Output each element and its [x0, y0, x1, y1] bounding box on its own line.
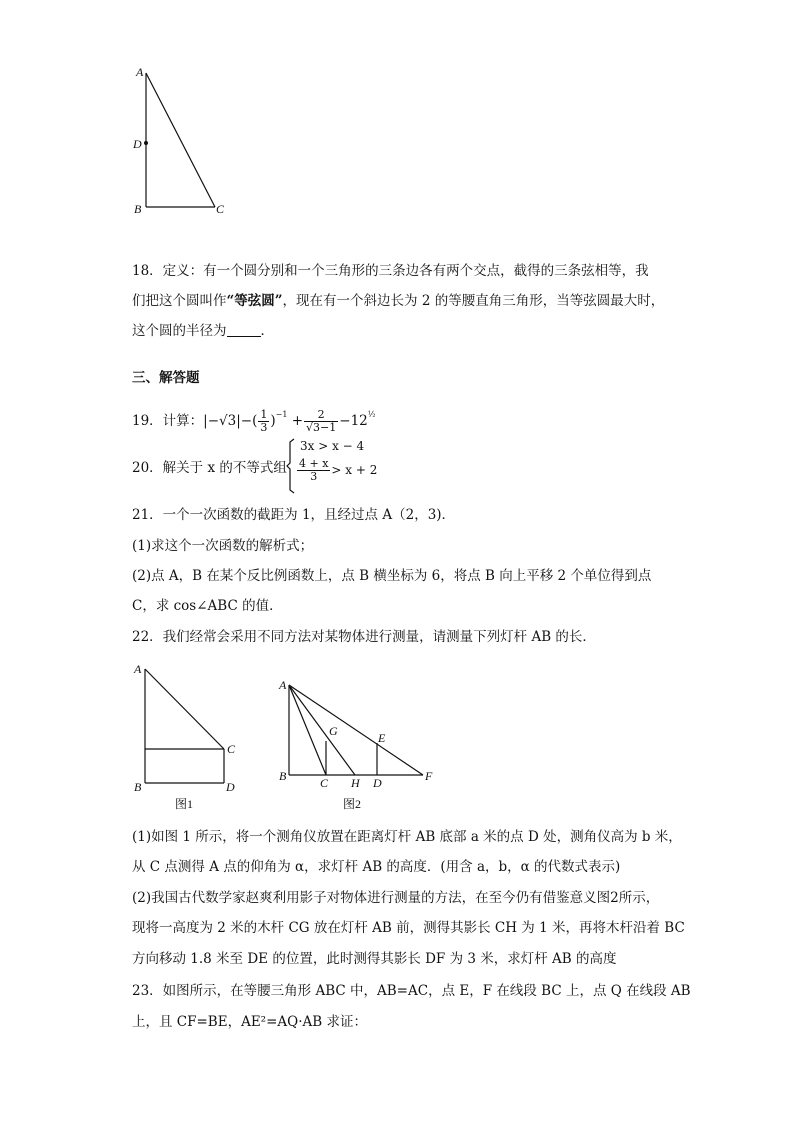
- fig2-label-h: H: [351, 776, 360, 790]
- fig2-label-a: A: [279, 678, 287, 692]
- q20-ineq2-rest: > x + 2: [331, 463, 378, 477]
- fig2-label-g: G: [329, 724, 338, 738]
- fig1-label-d: D: [226, 780, 235, 794]
- q18-term: “等弦圆”: [226, 293, 283, 309]
- fig2-ac: [289, 685, 326, 775]
- q23-line1: 23．如图所示，在等腰三角形 ABC 中，AB=AC，点 E，F 在线段 BC 上，点 Q 在线段 AB: [132, 983, 691, 999]
- q22-p1-line1: (1)如图 1 所示，将一个测角仪放置在距离灯杆 AB 底部 a 米的点 D 处，测角仪高为 b 米，: [132, 829, 682, 845]
- section-title: 三、解答题: [132, 370, 200, 386]
- q22-line1: 22．我们经常会采用不同方法对某物体进行测量，请测量下列灯杆 AB 的长．: [132, 629, 596, 645]
- q21-line3: (2)点 A，B 在某个反比例函数上，点 B 横坐标为 6，将点 B 向上平移 2 个单位得到点: [132, 568, 652, 584]
- fig2-label-d: D: [373, 776, 382, 790]
- fig2-label-e: E: [378, 731, 386, 745]
- fig1-label-c: C: [227, 742, 236, 756]
- q20-frac: $\frac{4 + x}{3}$: [299, 457, 329, 483]
- q21-line4: C，求 cos∠ABC 的值．: [132, 598, 283, 614]
- label-d: D: [133, 137, 142, 151]
- fig2-label-f: F: [425, 769, 433, 783]
- fig2-caption: 图2: [343, 797, 362, 811]
- fig1-caption: 图1: [175, 797, 194, 811]
- q19-frac1: $\frac{1}{3}$: [260, 408, 268, 434]
- label-c: C: [216, 202, 225, 216]
- q21-line1: 21．一个一次函数的截距为 1，且经过点 A（2，3)．: [132, 507, 456, 523]
- fig2-label-c: C: [320, 776, 329, 790]
- q19-exp2: ½: [367, 410, 376, 419]
- label-b: B: [134, 202, 142, 216]
- label-a: A: [136, 65, 144, 79]
- q21-line2: (1)求这个一次函数的解析式；: [132, 538, 314, 554]
- q22-p2-line3: 方向移动 1.8 米至 DE 的位置，此时测得其影长 DF 为 3 米，求灯杆 AB 的高度: [132, 951, 617, 967]
- q18-line2-b: ，现在有一个斜边长为 2 的等腰直角三角形，当等弦圆最大时，: [282, 293, 665, 309]
- q18-line3-b: ．: [260, 323, 274, 339]
- q19-plus: +: [291, 413, 304, 429]
- q23-line2: 上，且 CF=BE，AE²=AQ·AB 求证：: [132, 1014, 367, 1030]
- fig1-label-b: B: [134, 780, 142, 794]
- q20-ineq1: 3x > x − 4: [300, 439, 365, 453]
- q22-p2-line2: 现将一高度为 2 米的木杆 CG 放在灯杆 AB 前，测得其影长 CH 为 1 米，再将木杆沿着 BC: [132, 920, 685, 936]
- fig2-label-b: B: [279, 769, 287, 783]
- q18-line2-a: 们把这个圆叫作: [132, 293, 227, 309]
- q22-p1-line2: 从 C 点测得 A 点的仰角为 α，求灯杆 AB 的高度．(用含 a，b，α 的代数式表示): [132, 859, 621, 875]
- q19-minus-term: −12: [339, 413, 368, 429]
- q18-line1: 18．定义：有一个圆分别和一个三角形的三条边各有两个交点，截得的三条弦相等，我: [132, 263, 649, 279]
- fig1-label-a: A: [134, 662, 142, 676]
- q19-frac2: $\frac{2}{√3-1}$: [306, 408, 337, 434]
- fig2-ah: [289, 685, 355, 775]
- q19-prefix: 19．计算：|−√3|−(: [132, 413, 258, 429]
- q18-line3-a: 这个圆的半径为: [132, 323, 227, 339]
- fig2-af: [289, 685, 423, 775]
- q20-text: 20．解关于 x 的不等式组: [132, 460, 287, 476]
- q19-exp1: −1: [275, 410, 288, 419]
- q19-paren: ): [270, 413, 276, 429]
- q22-p2-line1: (2)我国古代数学家赵爽利用影子对物体进行测量的方法，在至今仍有借鉴意义图2所示，: [132, 890, 660, 906]
